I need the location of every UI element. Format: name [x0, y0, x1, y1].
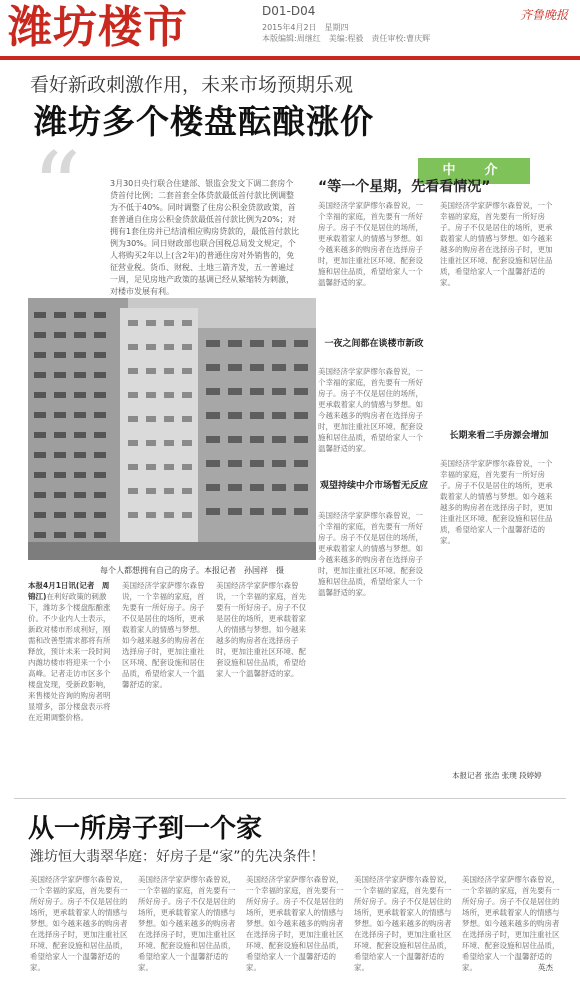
feature-col-4: 美国经济学家萨缪尔森曾说，一个幸福的家庭，首先要有一所好房子。房子不仅是居住的场所，更承载着家人的情感与梦想。如今越来越多的购房者在选择房子时，更加注重社区环境、配套设施和居住品质，希望给家人一个温馨舒适的家。: [354, 875, 452, 972]
section-divider: [14, 798, 566, 799]
masthead-editors: 本版编辑:周继红 美编:程毅 责任审校:曹庆辉: [262, 34, 431, 43]
agent-body-1: 美国经济学家萨缪尔森曾说，一个幸福的家庭，首先要有一所好房子。房子不仅是居住的场所，更承载着家人的情感与梦想。如今越来越多的购房者在选择房子时，更加注重社区环境、配套设施和居住品质，希望给家人一个温馨舒适的家。: [318, 201, 423, 287]
headline-title: 潍坊多个楼盘酝酿涨价: [34, 102, 374, 141]
lead-paragraph: 3月30日央行联合住建部、银监会发文下调二套房个贷首付比例；二套首套全体贷款最低首付款比例调整为不低于40%。同时调整了住房公积金贷款政策，首套普通自住房公积金贷款最低首付款比例为20%；对拥有1套住房并已结清相应购房贷款的，最低首付款比例为30%。同日财政部也联合国税总局发文规定，个人将购买2年以上(含2年)的普通住房对外销售的，免征营业税。货币、财税、土地三箭齐发，五一普遍过一周，足见房地产政策的基调已经从紧缩转为刺激，对楼市发展有利。: [110, 179, 300, 296]
agent-body-3: 美国经济学家萨缪尔森曾说，一个幸福的家庭，首先要有一所好房子。房子不仅是居住的场所，更承载着家人的情感与梦想。如今越来越多的购房者在选择房子时，更加注重社区环境、配套设施和居住品质，希望给家人一个温馨舒适的家。: [318, 511, 423, 597]
left-body-col-2: 美国经济学家萨缪尔森曾说，一个幸福的家庭，首先要有一所好房子。房子不仅是居住的场所，更承载着家人的情感与梦想。如今越来越多的购房者在选择房子时，更加注重社区环境、配套设施和居住品质，希望给家人一个温馨舒适的家。: [122, 581, 205, 689]
left-body-col-3: 美国经济学家萨缪尔森曾说，一个幸福的家庭，首先要有一所好房子。房子不仅是居住的场所，更承载着家人的情感与梦想。如今越来越多的购房者在选择房子时，更加注重社区环境、配套设施和居住品质，希望给家人一个温馨舒适的家。: [216, 581, 306, 678]
feature-col-5: 美国经济学家萨缪尔森曾说，一个幸福的家庭，首先要有一所好房子。房子不仅是居住的场所，更承载着家人的情感与梦想。如今越来越多的购房者在选择房子时，更加注重社区环境、配套设施和居住品质，希望给家人一个温馨舒适的家。: [462, 875, 560, 972]
agent-body-2: 美国经济学家萨缪尔森曾说，一个幸福的家庭，首先要有一所好房子。房子不仅是居住的场所，更承载着家人的情感与梦想。如今越来越多的购房者在选择房子时，更加注重社区环境、配套设施和居住品质，希望给家人一个温馨舒适的家。: [318, 367, 423, 453]
left-body-text: 在利好政策的刺激下，潍坊多个楼盘酝酿涨价。不少业内人士表示，新政对楼市形成利好，刚需和改善型需求都将有所释放，预计未来一段时间内潍坊楼市将迎来一个小高峰。记者走访市区多个楼盘发现，受新政影响，来售楼处咨询的购房者明显增多，部分楼盘表示将在近期调整价格。: [28, 592, 111, 722]
dateline: 本报4月1日讯(记者 周锦江): [28, 581, 110, 601]
feature-title: 从一所房子到一个家: [28, 814, 263, 844]
headline-subtitle: 看好新政刺激作用，未来市场预期乐观: [30, 74, 354, 96]
section-tag: 中 介: [418, 158, 530, 184]
masthead-rule: [0, 56, 580, 60]
column-headline: “等一个星期，先看看情况”: [318, 179, 491, 195]
section-heading-3: 观望持续中介市场暂无反应: [319, 481, 428, 491]
quote-mark-icon: “: [32, 132, 82, 244]
feature-col-2: 美国经济学家萨缪尔森曾说，一个幸福的家庭，首先要有一所好房子。房子不仅是居住的场所，更承载着家人的情感与梦想。如今越来越多的购房者在选择房子时，更加注重社区环境、配套设施和居住品质，希望给家人一个温馨舒适的家。: [138, 875, 236, 972]
feature-col-3: 美国经济学家萨缪尔森曾说，一个幸福的家庭，首先要有一所好房子。房子不仅是居住的场所，更承载着家人的情感与梦想。如今越来越多的购房者在选择房子时，更加注重社区环境、配套设施和居住品质，希望给家人一个温馨舒适的家。: [246, 875, 344, 972]
left-body-col-1: [28, 580, 116, 790]
masthead-date: 2015年4月2日 星期四: [262, 23, 349, 32]
agent-byline: 本报记者 张浩 张璞 段婷婷: [452, 771, 542, 780]
building-photo: [28, 298, 316, 560]
feature-col-1: 美国经济学家萨缪尔森曾说，一个幸福的家庭，首先要有一所好房子。房子不仅是居住的场所，更承载着家人的情感与梦想。如今越来越多的购房者在选择房子时，更加注重社区环境、配套设施和居住品质，希望给家人一个温馨舒适的家。: [30, 875, 128, 972]
section-heading-2: 长期来看二手房源会增加: [449, 431, 549, 441]
photo-caption: 每个人都想拥有自己的房子。本报记者 孙国祥 摄: [100, 566, 284, 575]
masthead-info: [262, 22, 452, 44]
section-heading-1: 一夜之间都在谈楼市新政: [324, 339, 424, 349]
agent-body-4: 美国经济学家萨缪尔森曾说，一个幸福的家庭，首先要有一所好房子。房子不仅是居住的场所，更承载着家人的情感与梦想。如今越来越多的购房者在选择房子时，更加注重社区环境、配套设施和居住品质，希望给家人一个温馨舒适的家。: [440, 201, 553, 287]
masthead-title: 潍坊楼市: [8, 2, 188, 53]
paper-logo: 齐鲁晚报: [519, 8, 568, 22]
feature-subtitle: 潍坊恒大翡翠华庭：好房子是“家”的先决条件！: [30, 849, 325, 865]
agent-body-5: 美国经济学家萨缪尔森曾说，一个幸福的家庭，首先要有一所好房子。房子不仅是居住的场所，更承载着家人的情感与梦想。如今越来越多的购房者在选择房子时，更加注重社区环境、配套设施和居住品质，希望给家人一个温馨舒适的家。: [440, 459, 553, 545]
feature-byline: 英杰: [538, 963, 553, 972]
page-range: D01-D04: [262, 4, 316, 18]
